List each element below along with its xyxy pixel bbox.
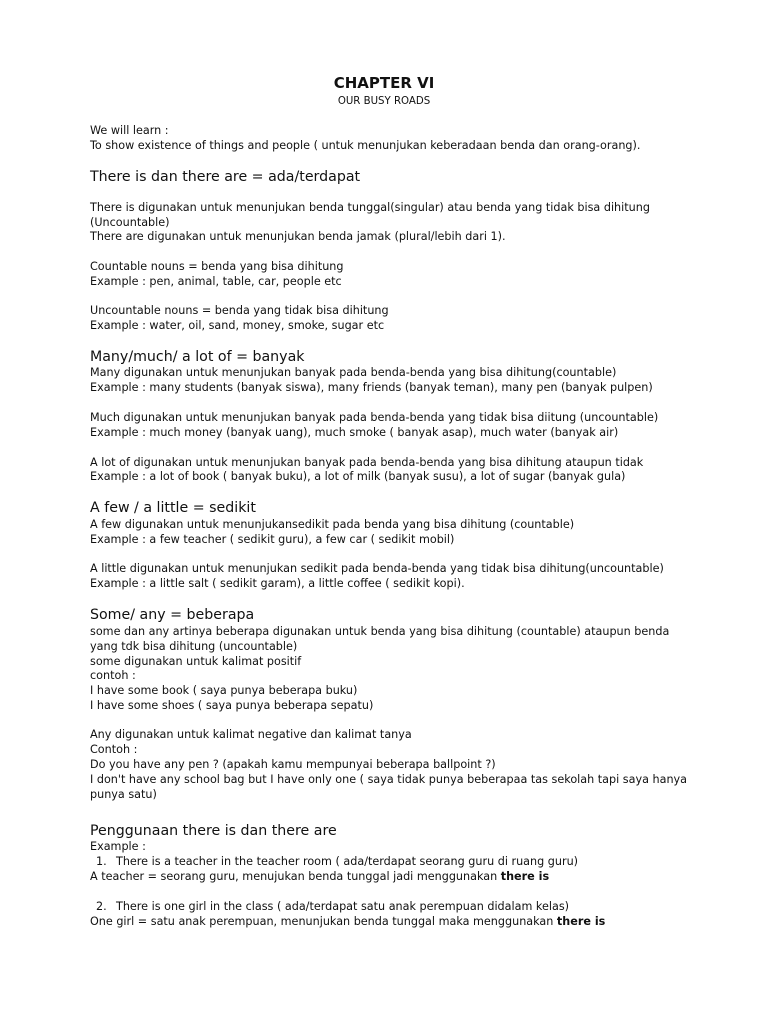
- chapter-subtitle: OUR BUSY ROADS: [337, 96, 431, 107]
- list-item-text: There is one girl in the class ( ada/terdapat satu anak perempuan didalam kelas): [116, 900, 570, 913]
- paragraph-line: some dan any artinya beberapa digunakan untuk benda yang bisa dihitung (countable) ataupun benda: [90, 625, 670, 638]
- paragraph-line: Example : a lot of book ( banyak buku), a lot of milk (banyak susu), a lot of sugar (banyak gula): [90, 470, 626, 483]
- intro-line: To show existence of things and people ( untuk menunjukan keberadaan benda dan orang-orang).: [90, 139, 641, 152]
- paragraph-line: punya satu): [90, 788, 157, 801]
- paragraph-line: Much digunakan untuk menunjukan banyak pada benda-benda yang tidak bisa diitung (uncountable): [90, 411, 659, 424]
- paragraph-line: Example : pen, animal, table, car, people etc: [90, 275, 342, 288]
- paragraph-line: [90, 870, 549, 885]
- paragraph-line: Contoh :: [90, 743, 138, 756]
- paragraph-line: Countable nouns = benda yang bisa dihitung: [90, 260, 344, 273]
- list-number: 2.: [96, 900, 107, 913]
- section-heading: Penggunaan there is dan there are: [90, 823, 337, 839]
- emphasis-text: there is: [500, 870, 550, 883]
- section-heading: Many/much/ a lot of = banyak: [90, 349, 305, 365]
- emphasis-text: there is: [556, 915, 606, 928]
- paragraph-line: Any digunakan untuk kalimat negative dan kalimat tanya: [90, 728, 412, 741]
- list-item: [96, 900, 569, 915]
- section-heading: Some/ any = beberapa: [90, 607, 255, 623]
- paragraph-line: yang tdk bisa dihitung (uncountable): [90, 640, 298, 653]
- list-item: [96, 855, 578, 870]
- explanation-text: One girl = satu anak perempuan, menunjukan benda tunggal maka menggunakan: [90, 915, 557, 928]
- explanation-text: A teacher = seorang guru, menujukan benda tunggal jadi menggunakan: [90, 870, 501, 883]
- intro-line: We will learn :: [90, 124, 169, 137]
- paragraph-line: I don't have any school bag but I have only one ( saya tidak punya beberapaa tas sekolah tapi saya hanya: [90, 773, 688, 786]
- section-heading: There is dan there are = ada/terdapat: [90, 169, 361, 185]
- paragraph-line: Uncountable nouns = benda yang tidak bisa dihitung: [90, 304, 389, 317]
- paragraph-line: Example : water, oil, sand, money, smoke, sugar etc: [90, 319, 385, 332]
- section-heading: A few / a little = sedikit: [90, 500, 256, 516]
- paragraph-line: some digunakan untuk kalimat positif: [90, 655, 302, 668]
- list-number: 1.: [96, 855, 107, 868]
- paragraph-line: I have some shoes ( saya punya beberapa sepatu): [90, 699, 374, 712]
- paragraph-line: (Uncountable): [90, 216, 170, 229]
- paragraph-line: contoh :: [90, 669, 136, 682]
- paragraph-line: Example : a little salt ( sedikit garam), a little coffee ( sedikit kopi).: [90, 577, 465, 590]
- paragraph-line: [90, 915, 605, 930]
- paragraph-line: Example : a few teacher ( sedikit guru), a few car ( sedikit mobil): [90, 533, 455, 546]
- chapter-title: CHAPTER VI: [333, 74, 435, 92]
- paragraph-line: A few digunakan untuk menunjukansedikit pada benda yang bisa dihitung (countable): [90, 518, 575, 531]
- paragraph-line: There is digunakan untuk menunjukan benda tunggal(singular) atau benda yang tidak bisa dihitung: [90, 201, 650, 214]
- paragraph-line: There are digunakan untuk menunjukan benda jamak (plural/lebih dari 1).: [90, 230, 506, 243]
- paragraph-line: Example : much money (banyak uang), much smoke ( banyak asap), much water (banyak air): [90, 426, 619, 439]
- paragraph-line: I have some book ( saya punya beberapa buku): [90, 684, 358, 697]
- paragraph-line: A little digunakan untuk menunjukan sedikit pada benda-benda yang tidak bisa dihitung(uncountable): [90, 562, 664, 575]
- example-label: Example :: [90, 840, 146, 853]
- paragraph-line: A lot of digunakan untuk menunjukan banyak pada benda-benda yang bisa dihitung ataupun tidak: [90, 456, 644, 469]
- list-item-text: There is a teacher in the teacher room ( ada/terdapat seorang guru di ruang guru): [116, 855, 579, 868]
- paragraph-line: Many digunakan untuk menunjukan banyak pada benda-benda yang bisa dihitung(countable): [90, 366, 617, 379]
- paragraph-line: Do you have any pen ? (apakah kamu mempunyai beberapa ballpoint ?): [90, 758, 496, 771]
- paragraph-line: Example : many students (banyak siswa), many friends (banyak teman), many pen (banyak pulpen): [90, 381, 653, 394]
